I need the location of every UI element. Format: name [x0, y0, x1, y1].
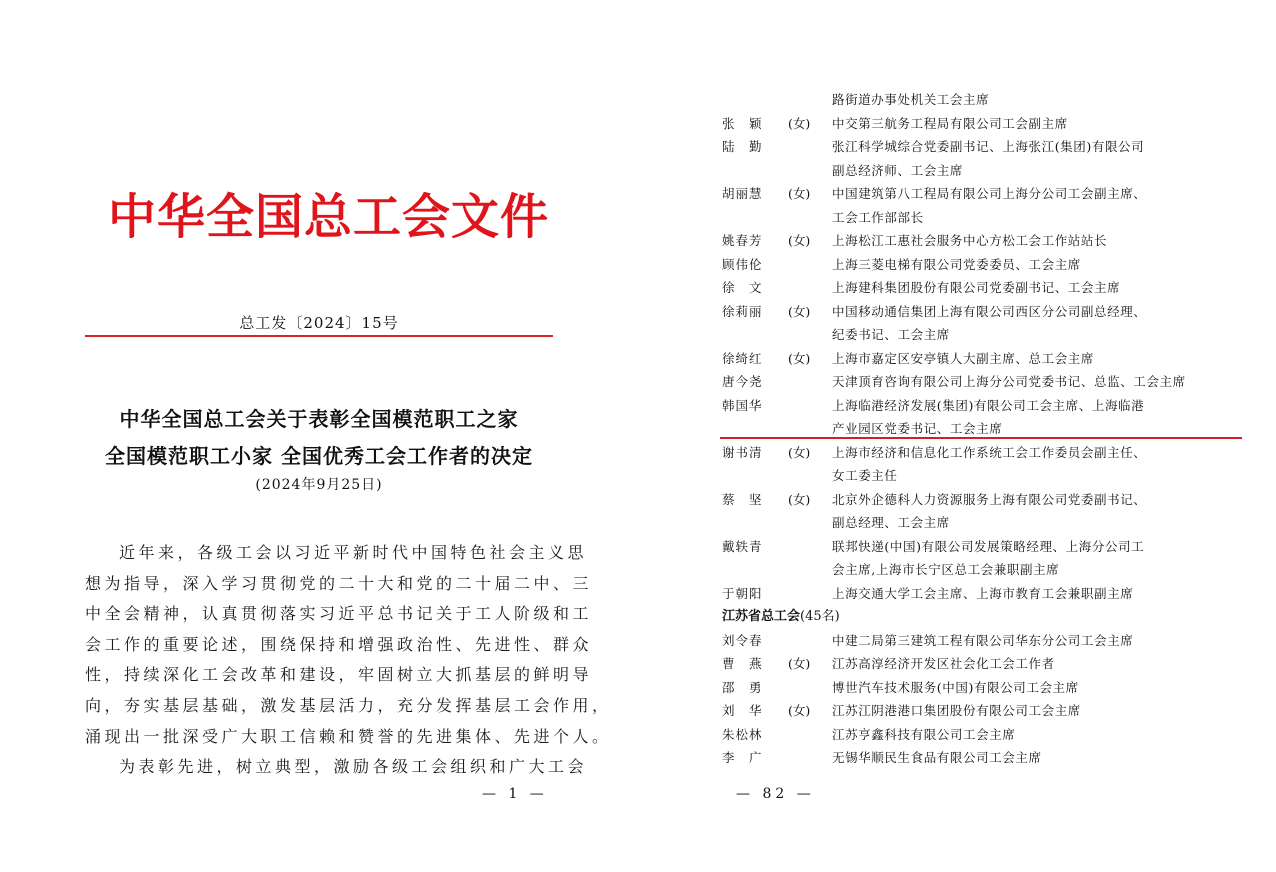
honoree-row	[722, 229, 1242, 253]
honoree-position: 天津顶育咨询有限公司上海分公司党委书记、总监、工会主席	[832, 374, 1186, 389]
honoree-gender: (女)	[788, 115, 811, 131]
honoree-row	[722, 582, 1242, 606]
honoree-gender: (女)	[788, 350, 811, 366]
honoree-gender: (女)	[788, 703, 811, 718]
right-document-page	[640, 0, 1276, 872]
honoree-gender: (女)	[788, 186, 811, 201]
honoree-name: 顾伟伦	[722, 256, 763, 272]
honoree-name: 戴轶青	[722, 538, 763, 554]
honoree-position: 博世汽车技术服务(中国)有限公司工会主席	[832, 679, 1079, 695]
honoree-position: 上海市经济和信息化工作系统工会工作委员会副主任、	[832, 444, 1147, 460]
honoree-gender: (女)	[788, 444, 811, 460]
honoree-position: 中建二局第三建筑工程有限公司华东分公司工会主席	[832, 632, 1134, 648]
honoree-position: 北京外企德科人力资源服务上海有限公司党委副书记、	[832, 491, 1147, 507]
honoree-row	[722, 488, 1242, 512]
honoree-name: 刘令春	[722, 632, 763, 648]
honoree-row	[722, 347, 1242, 371]
section-heading	[722, 605, 1242, 629]
honoree-row	[722, 135, 1242, 159]
page-number-right: — 82 —	[736, 786, 815, 802]
honoree-position: 副总经理、工会主席	[832, 515, 950, 530]
body-text-line: 中全会精神，认真贯彻落实习近平总书记关于工人阶级和工	[85, 604, 593, 624]
honoree-name: 徐绮红	[722, 350, 763, 366]
honoree-position: 路街道办事处机关工会主席	[832, 92, 990, 107]
honoree-position: 工会工作部部长	[832, 209, 924, 225]
honoree-name: 蔡 坚	[722, 491, 763, 507]
honoree-name: 唐今尧	[722, 374, 763, 389]
honoree-name: 于朝阳	[722, 585, 763, 601]
honoree-row	[722, 464, 1242, 488]
honoree-name: 朱松林	[722, 726, 763, 742]
page-number-left: — 1 —	[482, 786, 548, 802]
red-divider-line	[85, 335, 553, 337]
honoree-position: 江苏江阴港港口集团股份有限公司工会主席	[832, 703, 1081, 718]
honoree-row	[722, 112, 1242, 136]
honoree-row	[722, 323, 1242, 347]
honoree-position: 女工委主任	[832, 468, 898, 483]
honoree-position: 产业园区党委书记、工会主席	[832, 421, 1003, 436]
honoree-row	[722, 394, 1242, 418]
honoree-position: 上海三菱电梯有限公司党委委员、工会主席	[832, 256, 1081, 272]
honoree-name: 曹 燕	[722, 656, 763, 671]
honoree-row	[722, 253, 1242, 277]
section-name: 江苏省总工会	[722, 609, 801, 624]
honoree-position: 上海建科集团股份有限公司党委副书记、工会主席	[832, 280, 1121, 295]
honoree-gender: (女)	[788, 233, 811, 248]
honoree-position: 上海市嘉定区安亭镇人大副主席、总工会主席	[832, 350, 1095, 366]
honoree-row	[722, 699, 1242, 723]
document-title-line-1: 中华全国总工会关于表彰全国模范职工之家	[119, 407, 519, 431]
honoree-row	[722, 182, 1242, 206]
document-number: 总工发〔2024〕15号	[239, 314, 399, 332]
body-text-line: 性，持续深化工会改革和建设，牢固树立大抓基层的鲜明导	[85, 665, 593, 685]
honoree-row	[722, 652, 1242, 676]
honoree-row	[722, 535, 1242, 559]
honoree-row	[722, 441, 1242, 465]
document-masthead: 中华全国总工会文件	[108, 189, 550, 245]
honoree-position: 纪委书记、工会主席	[832, 327, 950, 342]
honoree-position: 中国建筑第八工程局有限公司上海分公司工会副主席、	[832, 186, 1147, 201]
body-text-line: 近年来，各级工会以习近平新时代中国特色社会主义思	[119, 543, 588, 562]
honoree-row	[722, 88, 1242, 112]
honoree-position: 中国移动通信集团上海有限公司西区分公司副总经理、	[832, 303, 1147, 319]
body-text-line: 想为指导，深入学习贯彻党的二十大和党的二十届二中、三	[85, 573, 593, 593]
honoree-position: 张江科学城综合党委副书记、上海张江(集团)有限公司	[832, 139, 1145, 154]
document-body	[85, 538, 612, 783]
honoree-name: 胡丽慧	[722, 186, 763, 201]
body-text-line: 会工作的重要论述，围绕保持和增强政治性、先进性、群众	[85, 634, 593, 654]
honoree-gender: (女)	[788, 491, 811, 507]
red-marker-line	[720, 437, 1242, 439]
honoree-row	[722, 159, 1242, 183]
honoree-name: 徐 文	[722, 280, 763, 295]
honoree-gender: (女)	[788, 656, 811, 671]
honoree-row	[722, 629, 1242, 653]
honoree-name: 张 颖	[722, 115, 763, 131]
honoree-name: 谢书清	[722, 444, 763, 460]
honoree-gender: (女)	[788, 303, 811, 319]
honoree-row	[722, 511, 1242, 535]
honoree-row	[722, 676, 1242, 700]
document-date: (2024年9月25日)	[255, 477, 383, 493]
document-title-line-2: 全国模范职工小家 全国优秀工会工作者的决定	[105, 444, 533, 468]
honoree-name: 韩国华	[722, 397, 763, 413]
honoree-row	[722, 723, 1242, 747]
honoree-position: 联邦快递(中国)有限公司发展策略经理、上海分公司工	[832, 538, 1145, 554]
honoree-position: 无锡华顺民生食品有限公司工会主席	[832, 750, 1042, 765]
honoree-name: 刘 华	[722, 703, 763, 718]
honoree-row	[722, 206, 1242, 230]
honoree-row	[722, 276, 1242, 300]
honoree-position: 副总经济师、工会主席	[832, 162, 964, 178]
honoree-position: 上海交通大学工会主席、上海市教育工会兼职副主席	[832, 585, 1134, 601]
honoree-list	[722, 88, 1242, 770]
section-count: (45名)	[800, 609, 840, 624]
honoree-position: 江苏亨鑫科技有限公司工会主席	[832, 726, 1016, 742]
honoree-position: 江苏高淳经济开发区社会化工会工作者	[832, 656, 1055, 671]
body-text-line: 涌现出一批深受广大职工信赖和赞誉的先进集体、先进个人。	[85, 726, 612, 746]
honoree-row	[722, 558, 1242, 582]
honoree-name: 李 广	[722, 750, 763, 765]
honoree-row	[722, 746, 1242, 770]
honoree-position: 上海临港经济发展(集团)有限公司工会主席、上海临港	[832, 397, 1145, 413]
honoree-name: 陆 勤	[722, 139, 763, 154]
body-text-line: 向，夯实基层基础，激发基层活力，充分发挥基层工会作用，	[85, 695, 612, 715]
honoree-position: 中交第三航务工程局有限公司工会副主席	[832, 115, 1068, 131]
honoree-row	[722, 300, 1242, 324]
honoree-position: 上海松江工惠社会服务中心方松工会工作站站长	[832, 233, 1108, 248]
body-text-line: 为表彰先进，树立典型，激励各级工会组织和广大工会	[119, 757, 588, 777]
honoree-name: 徐莉丽	[722, 303, 763, 319]
honoree-row	[722, 370, 1242, 394]
honoree-position: 会主席,上海市长宁区总工会兼职副主席	[832, 562, 1060, 577]
honoree-name: 姚春芳	[722, 233, 763, 248]
honoree-name: 邵 勇	[722, 679, 763, 695]
